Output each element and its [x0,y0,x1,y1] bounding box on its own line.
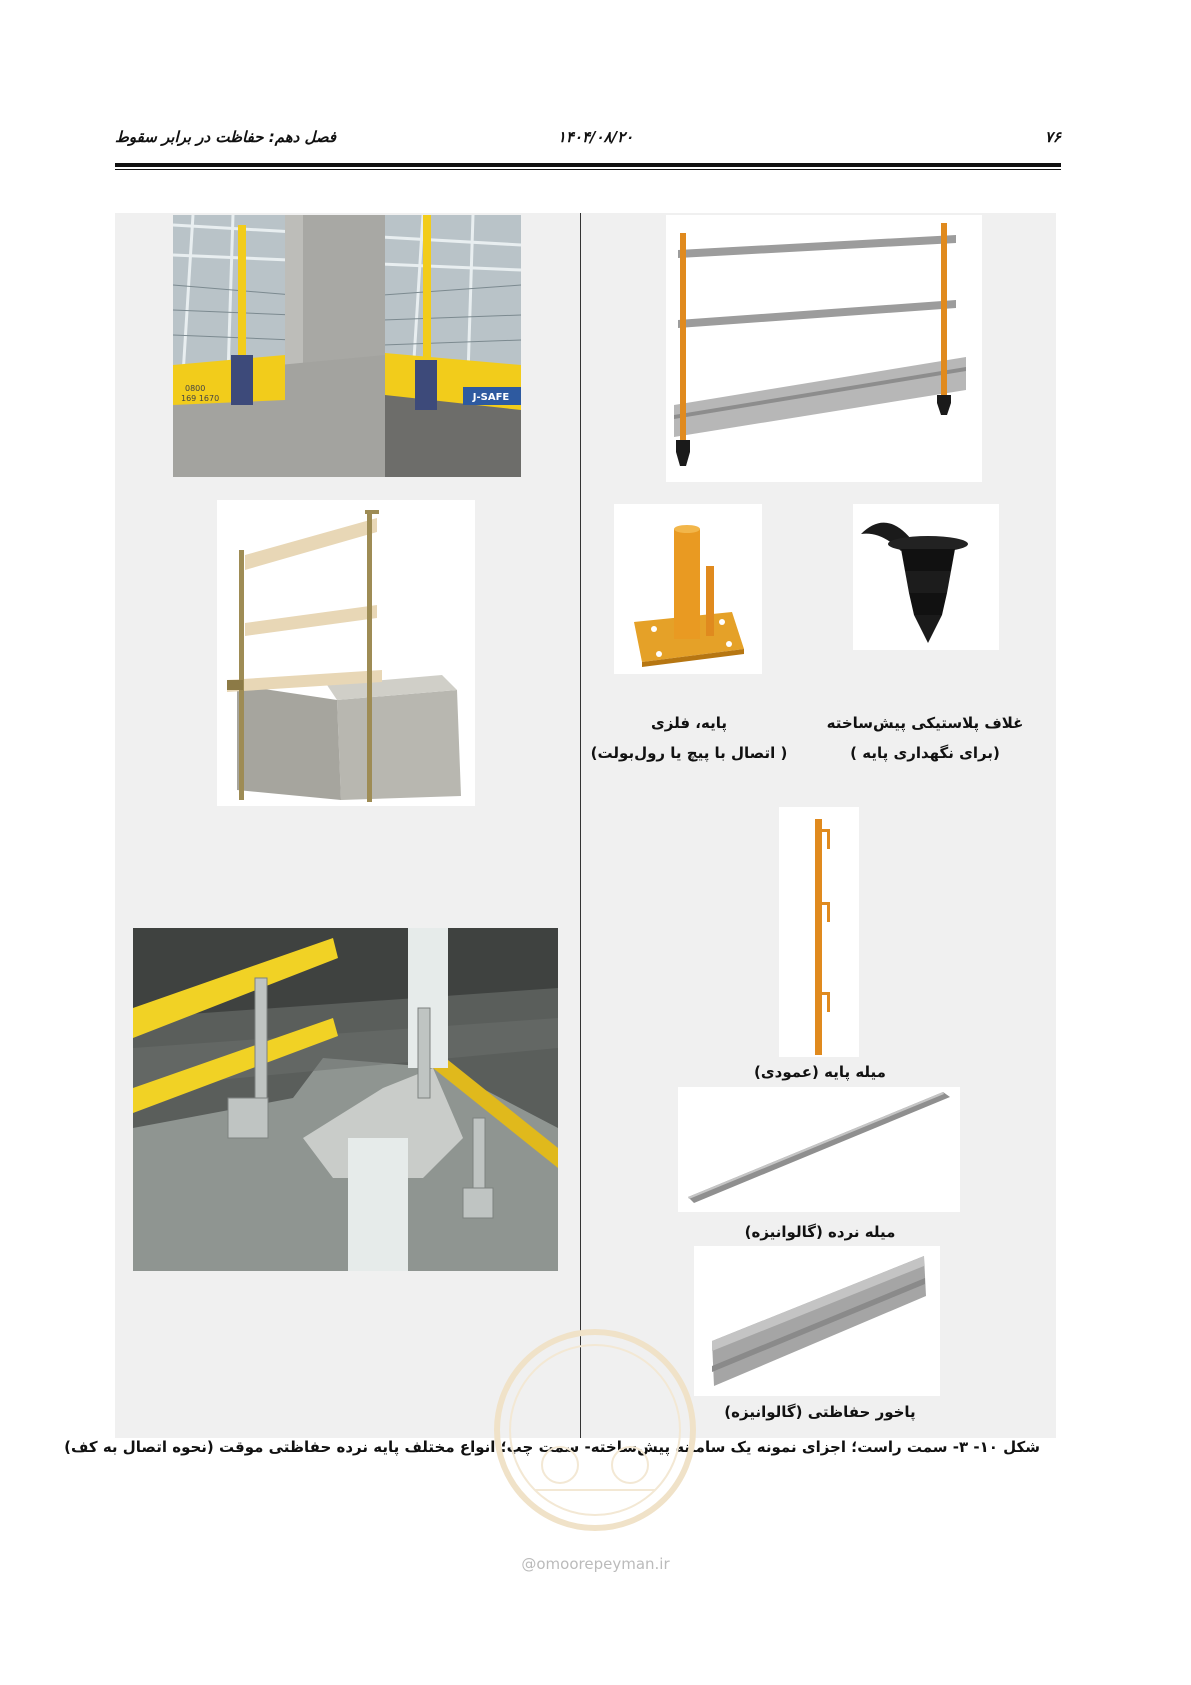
photo-base-plate [614,504,762,674]
figure-divider [580,213,581,1438]
caption-rail: میله نرده (گالوانیزه) [744,1223,896,1241]
caption-base-plate-2: ( اتصال با پیچ یا رول‌بولت) [590,744,788,762]
phone-text-1: 0800 [185,384,206,393]
photo-column-guardrail [173,215,521,477]
photo-toe-board [694,1246,940,1396]
photo-block-guardrail [217,500,475,806]
caption-toe-board: پاخور حفاظتی (گالوانیزه) [724,1403,916,1421]
page-date: ۱۴۰۴/۰۸/۲۰ [557,128,634,146]
brand-text: J-SAFE [472,392,510,403]
chapter-title: فصل دهم: حفاظت در برابر سقوط [115,128,337,146]
caption-plastic-sleeve-1: غلاف پلاستیکی پیش‌ساخته [826,714,1024,732]
header-rule-thin [115,169,1061,170]
caption-base-plate-1: پایه، فلزی [651,714,727,732]
photo-plastic-sleeve [853,504,999,650]
photo-clamp-guardrail [133,928,558,1271]
watermark-seal [490,1325,700,1535]
figure-caption: شکل ۱۰- ۳- سمت راست؛ اجزای نمونه یک سامانه پیش‌ساخته- سمت چپ؛ انواع مختلف پایه نرده حفاظتی موقت (نحوه اتصال به کف) [64,1438,1040,1456]
watermark-url: @omoorepeyman.ir [521,1555,670,1573]
page-number: ۷۶ [1044,128,1061,146]
photo-prefab-system [666,215,982,482]
photo-rail [678,1087,960,1212]
caption-plastic-sleeve-2: (برای نگهداری پایه ) [850,744,1000,762]
header-rule-thick [115,163,1061,167]
caption-vertical-post: میله پایه (عمودی) [754,1063,886,1081]
photo-vertical-post [779,807,859,1057]
phone-text-2: 169 1670 [181,394,220,403]
